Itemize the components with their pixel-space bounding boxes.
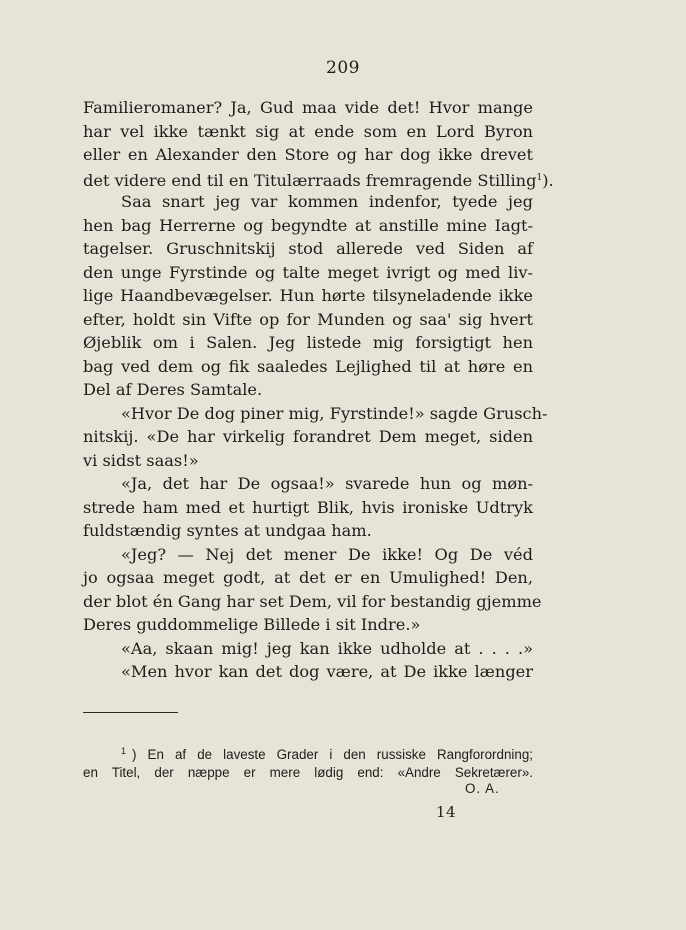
text-line-22: der blot én Gang har set Dem, vil for bestandig gjemme [83,591,542,611]
footnote-divider [83,712,178,713]
text-line-8: den unge Fyrstinde og talte meget ivrigt og med liv- [83,262,533,282]
text-line-12: bag ved dem og fik saaledes Lejlighed til at høre en [83,356,533,376]
text-line-19: fuldstændig syntes at undgaa ham. [83,521,372,540]
text-line-14: «Hvor De dog piner mig, Fyrstinde!» sagde Grusch- [121,403,548,423]
text-line-5: Saa snart jeg var kommen indenfor, tyede jeg [121,192,533,211]
footnote [83,740,533,784]
text-line-1: Familieromaner? Ja, Gud maa vide det! Hvor mange [83,98,533,117]
text-line-18: strede ham med et hurtigt Blik, hvis ironiske Udtryk [83,497,533,517]
text-line-17: «Ja, det har De ogsaa!» svarede hun og møn- [121,474,533,493]
translator-signature: O. A. [465,781,500,796]
footnote-reference-suffix: ). [542,170,554,190]
footnote-line-2: en Titel, der næppe er mere lødig end: «Andre Sekretærer». [83,765,533,780]
text-line-16: vi sidst saas!» [83,450,199,470]
text-line-23: Deres guddommelige Billede i sit Indre.» [83,615,421,634]
footnote-marker: 1 [121,746,127,756]
text-line-10: efter, holdt sin Vifte op for Munden og saa' sig hvert [83,309,533,329]
text-line-15: nitskij. «De har virkelig forandret Dem meget, siden [83,427,533,446]
body-text [83,96,554,684]
text-line-25: «Men hvor kan det dog være, at De ikke længer [121,662,533,681]
text-line-7: tagelser. Gruschnitskij stod allerede ved Siden af [83,239,533,258]
text-line-4 [83,167,554,191]
footnote-reference: 1 [536,172,543,183]
footnote-line-1-text: ) En af de laveste Grader i den russiske Rangforordning; [132,747,533,762]
text-line-3: eller en Alexander den Store og har dog ikke drevet [83,145,533,164]
text-line-4-text: det videre end til en Titulærraads fremragende Stilling [83,170,537,190]
text-line-11: Øjeblik om i Salen. Jeg listede mig forsigtigt hen [83,333,533,352]
text-line-2: har vel ikke tænkt sig at ende som en Lord Byron [83,121,533,141]
text-line-21: jo ogsaa meget godt, at det er en Umulighed! Den, [83,568,533,587]
text-line-24: «Aa, skaan mig! jeg kan ikke udholde at . . . .» [121,638,533,658]
signature-number: 14 [436,803,457,821]
text-line-6: hen bag Herrerne og begyndte at anstille mine Iagt- [83,215,533,235]
text-line-9: lige Haandbevægelser. Hun hørte tilsyneladende ikke [83,286,533,305]
page-number: 209 [326,58,360,78]
text-line-13: Del af Deres Samtale. [83,380,263,399]
text-line-20: «Jeg? — Nej det mener De ikke! Og De véd [121,544,533,564]
footnote-line-1 [83,740,533,762]
